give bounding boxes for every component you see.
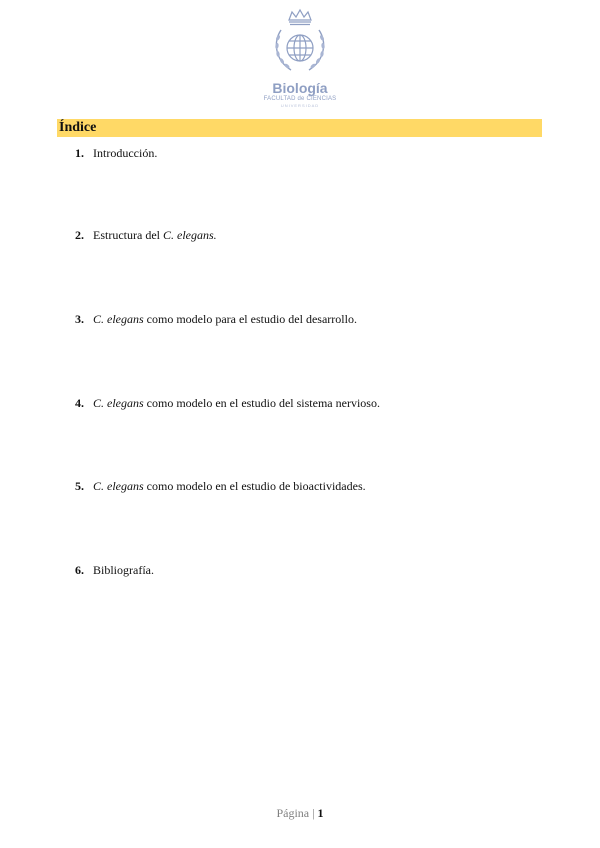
toc-item-6 <box>75 563 154 577</box>
toc-item-2 <box>75 228 217 242</box>
university-crest-icon <box>265 8 335 78</box>
logo-title: Biología <box>272 80 328 96</box>
toc-item-number: 2. <box>75 228 84 242</box>
faculty-logo <box>262 8 338 108</box>
toc-item-number: 6. <box>75 563 84 577</box>
toc-item-4 <box>75 396 380 410</box>
footer-page-number: 1 <box>317 806 324 820</box>
toc-item-number: 3. <box>75 312 84 326</box>
toc-item-number: 5. <box>75 479 84 493</box>
toc-item-italic: C. elegans. <box>162 228 217 242</box>
toc-item-text: Bibliografía. <box>93 563 154 577</box>
toc-item-text: Introducción. <box>93 146 158 160</box>
toc-item-italic: C. elegans <box>93 396 144 410</box>
toc-item-number: 1. <box>75 146 84 160</box>
logo-subtitle: FACULTAD de CIENCIAS <box>263 96 337 102</box>
toc-item-text: Estructura del <box>93 228 163 242</box>
toc-item-text: como modelo en el estudio de bioactividades. <box>143 479 366 493</box>
toc-item-3 <box>75 312 357 326</box>
index-heading-bar <box>57 119 542 137</box>
logo-subtitle-2: UNIVERSIDAD <box>280 103 320 108</box>
toc-item-italic: C. elegans <box>93 479 144 493</box>
toc-item-5 <box>75 479 366 493</box>
footer-page-label: Página | <box>276 806 318 820</box>
toc-item-text: como modelo en el estudio del sistema nervioso. <box>143 396 380 410</box>
page-footer <box>0 806 600 821</box>
toc-item-italic: C. elegans <box>93 312 144 326</box>
toc-item-text: como modelo para el estudio del desarrollo. <box>143 312 357 326</box>
toc-item-1 <box>75 146 157 160</box>
index-heading: Índice <box>59 120 97 135</box>
toc-item-number: 4. <box>75 396 84 410</box>
